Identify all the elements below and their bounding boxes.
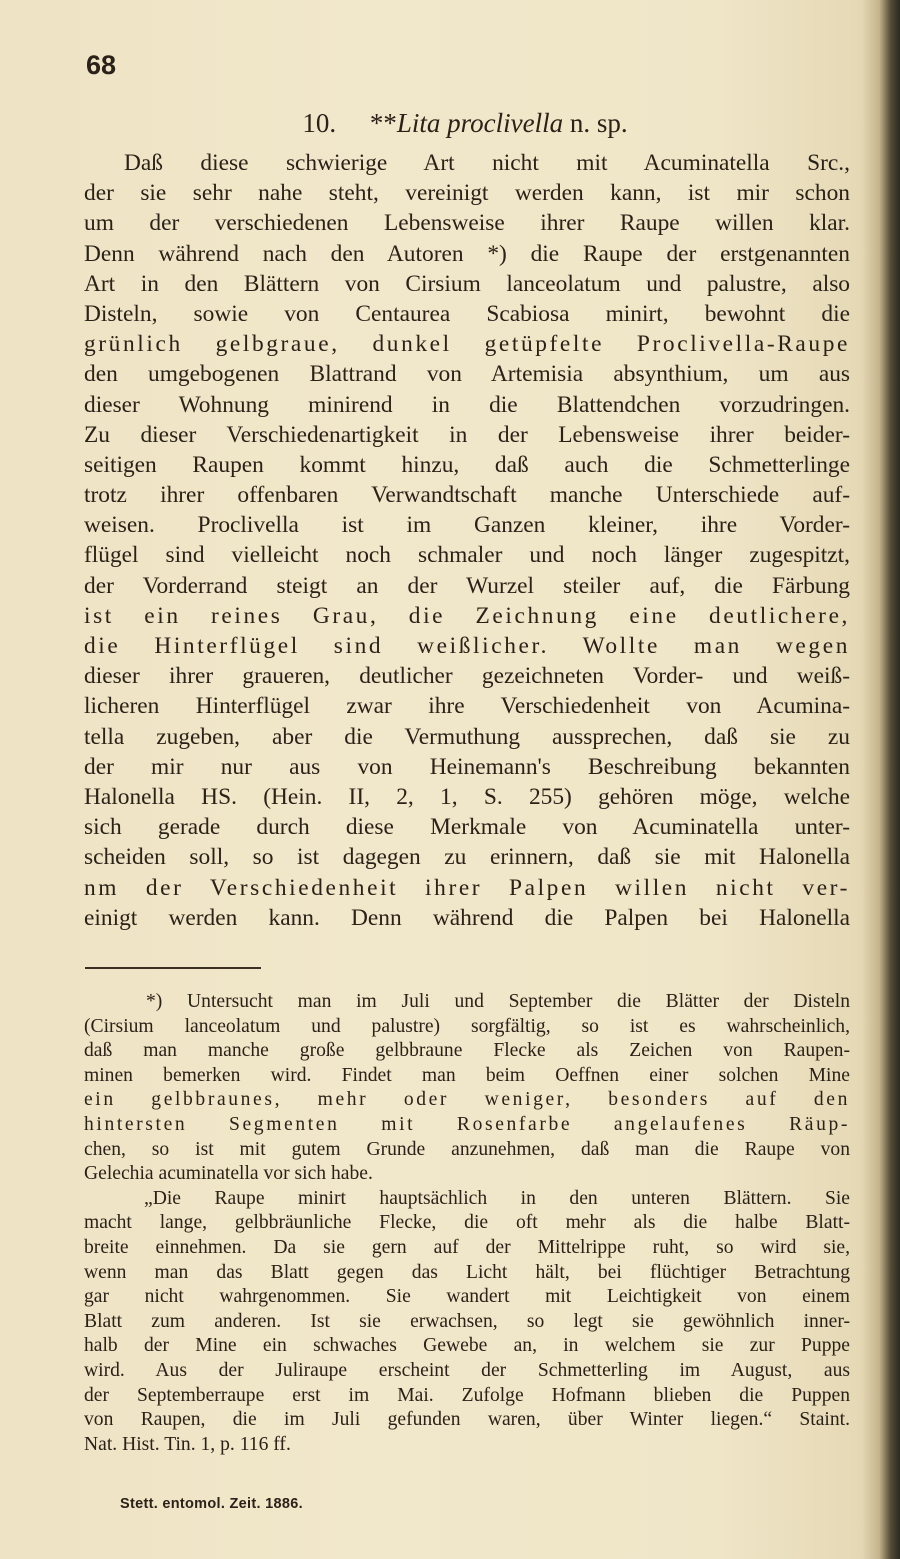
footnote-line: Gelechia acuminatella vor sich habe. bbox=[84, 1163, 373, 1185]
text-line: trotz ihrer offenbaren Verwandtschaft manche Unterschiede auf- bbox=[84, 482, 850, 509]
footnote-line: „Die Raupe minirt hauptsächlich in den unteren Blättern. Sie bbox=[144, 1187, 850, 1209]
text-line: Daß diese schwierige Art nicht mit Acuminatella Src., bbox=[124, 150, 850, 176]
text-line: flügel sind vielleicht noch schmaler und noch länger zugespitzt, bbox=[84, 542, 850, 569]
text-line: um der verschiedenen Lebensweise ihrer Raupe willen klar. bbox=[84, 210, 850, 237]
footnote-line: *) Untersucht man im Juli und September die Blätter der Disteln bbox=[146, 991, 850, 1012]
footnote-line: Blatt zum anderen. Ist sie erwachsen, so legt sie gewöhnlich inner- bbox=[84, 1310, 850, 1332]
text-line: der mir nur aus von Heinemann's Beschreibung bekannten bbox=[84, 753, 850, 780]
footnote-line: gar nicht wahrgenommen. Sie wandert mit Leichtigkeit von einem bbox=[84, 1286, 850, 1308]
text-line: einigt werden kann. Denn während die Palpen bei Halonella bbox=[84, 904, 850, 931]
text-line: ist ein reines Grau, die Zeichnung eine deutlichere, bbox=[84, 602, 850, 629]
page-number: 68 bbox=[86, 50, 117, 80]
text-line: die Hinterflügel sind weißlicher. Wollte man wegen bbox=[84, 633, 850, 659]
species-name: Lita proclivella bbox=[396, 108, 564, 138]
footnote-line: minen bemerken wird. Findet man beim Oeffnen einer solchen Mine bbox=[84, 1064, 850, 1086]
section-title bbox=[0, 108, 900, 139]
footnote-divider bbox=[85, 967, 261, 969]
footnote-line: von Raupen, die im Juli gefunden waren, über Winter liegen.“ Staint. bbox=[84, 1409, 850, 1431]
text-line: Art in den Blättern von Cirsium lanceolatum und palustre, also bbox=[84, 270, 850, 297]
footnote-line: wird. Aus der Juliraupe erscheint der Schmetterling im August, aus bbox=[84, 1359, 850, 1381]
text-line: dieser Wohnung minirend in die Blattendchen vorzudringen. bbox=[84, 391, 850, 418]
footnote-line: Nat. Hist. Tin. 1, p. 116 ff. bbox=[84, 1433, 291, 1455]
text-line: scheiden soll, so ist dagegen zu erinnern, daß sie mit Halonella bbox=[84, 844, 850, 871]
text-line: Disteln, sowie von Centaurea Scabiosa minirt, bewohnt die bbox=[84, 300, 850, 327]
footnote-line: hintersten Segmenten mit Rosenfarbe angelaufenes Räup- bbox=[84, 1113, 850, 1135]
text-line: licheren Hinterflügel zwar ihre Verschiedenheit von Acumina- bbox=[84, 693, 850, 720]
species-suffix: n. sp. bbox=[569, 108, 628, 138]
footnote-line: macht lange, gelbbräunliche Flecke, die oft mehr als die halbe Blatt- bbox=[84, 1212, 850, 1234]
text-line: dieser ihrer graueren, deutlicher gezeichneten Vorder- und weiß- bbox=[84, 663, 850, 690]
footnote-line: wenn man das Blatt gegen das Licht hält, bei flüchtiger Betrachtung bbox=[84, 1261, 850, 1283]
text-line: Zu dieser Verschiedenartigkeit in der Lebensweise ihrer beider- bbox=[84, 421, 850, 448]
text-line: seitigen Raupen kommt hinzu, daß auch die Schmetterlinge bbox=[84, 451, 850, 478]
footnote-line: halb der Mine ein schwaches Gewebe an, in welchem sie zur Puppe bbox=[84, 1335, 850, 1357]
text-line: tella zugeben, aber die Vermuthung aussprechen, daß sie zu bbox=[84, 723, 850, 750]
footnote-line: chen, so ist mit gutem Grunde anzunehmen, daß man die Raupe von bbox=[84, 1138, 850, 1160]
footnote-line: (Cirsium lanceolatum und palustre) sorgfältig, so ist es wahrscheinlich, bbox=[84, 1015, 850, 1037]
text-line: grünlich gelbgraue, dunkel getüpfelte Proclivella-Raupe bbox=[84, 331, 850, 358]
text-line: Halonella HS. (Hein. II, 2, 1, S. 255) gehören möge, welche bbox=[84, 783, 850, 810]
footnote-line: breite einnehmen. Da sie gern auf der Mittelrippe ruht, so wird sie, bbox=[84, 1236, 850, 1258]
text-line: weisen. Proclivella ist im Ganzen kleiner, ihre Vorder- bbox=[84, 512, 850, 539]
footnote bbox=[84, 990, 850, 1457]
text-line: sich gerade durch diese Merkmale von Acuminatella unter- bbox=[84, 814, 850, 841]
title-mark: ** bbox=[369, 108, 397, 138]
printer-signature: Stett. entomol. Zeit. 1886. bbox=[120, 1496, 303, 1512]
text-line: Denn während nach den Autoren *) die Raupe der erstgenannten bbox=[84, 240, 850, 267]
text-line: der sie sehr nahe steht, vereinigt werden kann, ist mir schon bbox=[84, 180, 850, 207]
text-line: den umgebogenen Blattrand von Artemisia absynthium, um aus bbox=[84, 361, 850, 388]
body-text bbox=[84, 148, 850, 933]
text-line: nm der Verschiedenheit ihrer Palpen willen nicht ver- bbox=[84, 874, 850, 901]
section-number: 10. bbox=[302, 108, 337, 138]
footnote-line: der Septemberraupe erst im Mai. Zufolge Hofmann blieben die Puppen bbox=[84, 1384, 850, 1406]
footnote-line: daß man manche große gelbbraune Flecke als Zeichen von Raupen- bbox=[84, 1040, 850, 1062]
footnote-line: ein gelbbraunes, mehr oder weniger, besonders auf den bbox=[84, 1089, 850, 1111]
text-line: der Vorderrand steigt an der Wurzel steiler auf, die Färbung bbox=[84, 572, 850, 599]
book-gutter-shadow bbox=[862, 0, 900, 1559]
